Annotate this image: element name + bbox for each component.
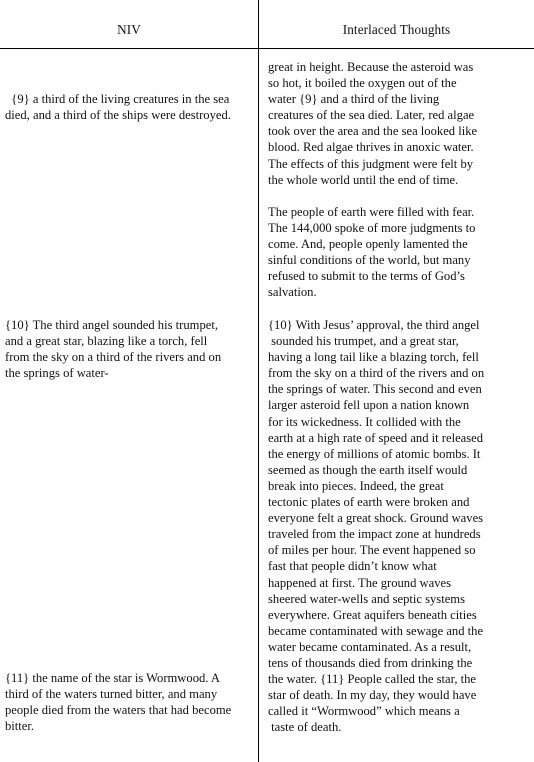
text-line: {9} a third of the living creatures in the sea <box>5 92 230 106</box>
text-line: took over the area and the sea looked like <box>268 124 478 139</box>
text-line: the energy of millions of atomic bombs. It <box>268 446 481 461</box>
text-line: and a great star, blazing like a torch, fell <box>5 334 208 349</box>
thoughts-paragraph-3 <box>268 317 530 735</box>
text-line: blood. Red algae thrives in anoxic water. <box>268 140 474 155</box>
text-line: water became contaminated. As a result, <box>268 639 472 654</box>
text-line: everywhere. Great aquifers beneath cities <box>268 607 477 622</box>
text-line: tens of thousands died from drinking the <box>268 655 473 670</box>
text-line: the springs of water- <box>5 366 109 381</box>
text-line: for its wickedness. It collided with the <box>268 414 461 429</box>
text-line: larger asteroid fell upon a nation known <box>268 398 470 413</box>
text-line: sounded his trumpet, and a great star, <box>268 334 459 349</box>
text-line: tectonic plates of earth were broken and <box>268 495 470 510</box>
text-line: seemed as though the earth itself would <box>268 462 468 477</box>
niv-verse-10 <box>5 317 257 381</box>
text-line: {10} The third angel sounded his trumpet, <box>5 318 218 332</box>
text-line: sinful conditions of the world, but many <box>268 253 471 268</box>
text-line: earth at a high rate of speed and it released <box>268 430 484 445</box>
text-line: traveled from the impact zone at hundreds <box>268 527 481 542</box>
text-line: break into pieces. Indeed, the great <box>268 478 444 493</box>
text-line: happened at first. The ground waves <box>268 575 452 590</box>
text-line: great in height. Because the asteroid was <box>268 60 474 74</box>
text-line: people died from the waters that had become <box>5 703 232 718</box>
text-line: from the sky on a third of the rivers and on <box>5 350 222 365</box>
text-line: having a long tail like a blazing torch, fell <box>268 350 479 365</box>
text-line: refused to submit to the terms of God’s <box>268 269 465 284</box>
text-line: taste of death. <box>268 720 342 735</box>
text-line: fast that people didn’t know what <box>268 559 437 574</box>
text-line: salvation. <box>268 285 317 300</box>
text-line: star of death. In my day, they would have <box>268 688 477 703</box>
column-divider <box>258 0 259 762</box>
text-line: come. And, people openly lamented the <box>268 237 468 252</box>
text-line: The effects of this judgment were felt by <box>268 156 474 171</box>
text-line: so hot, it boiled the oxygen out of the <box>268 76 457 91</box>
text-line: everyone felt a great shock. Ground waves <box>268 511 484 526</box>
text-line: water {9} and a third of the living <box>268 92 440 107</box>
text-line: third of the waters turned bitter, and many <box>5 687 218 702</box>
text-line: the water. {11} People called the star, the <box>268 672 476 687</box>
text-line: died, and a third of the ships were destroyed. <box>5 108 231 123</box>
text-line: the springs of water. This second and even <box>268 382 482 397</box>
text-line: became contaminated with sewage and the <box>268 623 484 638</box>
header-interlaced-thoughts: Interlaced Thoughts <box>342 22 451 37</box>
text-line: The 144,000 spoke of more judgments to <box>268 221 476 236</box>
thoughts-paragraph-2 <box>268 204 530 301</box>
thoughts-paragraph-1 <box>268 59 530 188</box>
text-line: called it “Wormwood” which means a <box>268 704 460 719</box>
text-line: of miles per hour. The event happened so <box>268 543 476 558</box>
text-line: sheered water-wells and septic systems <box>268 591 465 606</box>
text-line: bitter. <box>5 719 35 734</box>
text-line: the whole world until the end of time. <box>268 172 459 187</box>
text-line: The people of earth were filled with fear. <box>268 205 475 219</box>
text-line: from the sky on a third of the rivers and on <box>268 366 485 381</box>
niv-verse-11 <box>5 670 257 734</box>
header-rule <box>0 48 534 49</box>
niv-verse-9 <box>5 91 257 123</box>
header-niv: NIV <box>117 22 141 37</box>
text-line: creatures of the sea died. Later, red algae <box>268 108 475 123</box>
text-line: {10} With Jesus’ approval, the third angel <box>268 318 480 332</box>
text-line: {11} the name of the star is Wormwood. A <box>5 671 220 685</box>
